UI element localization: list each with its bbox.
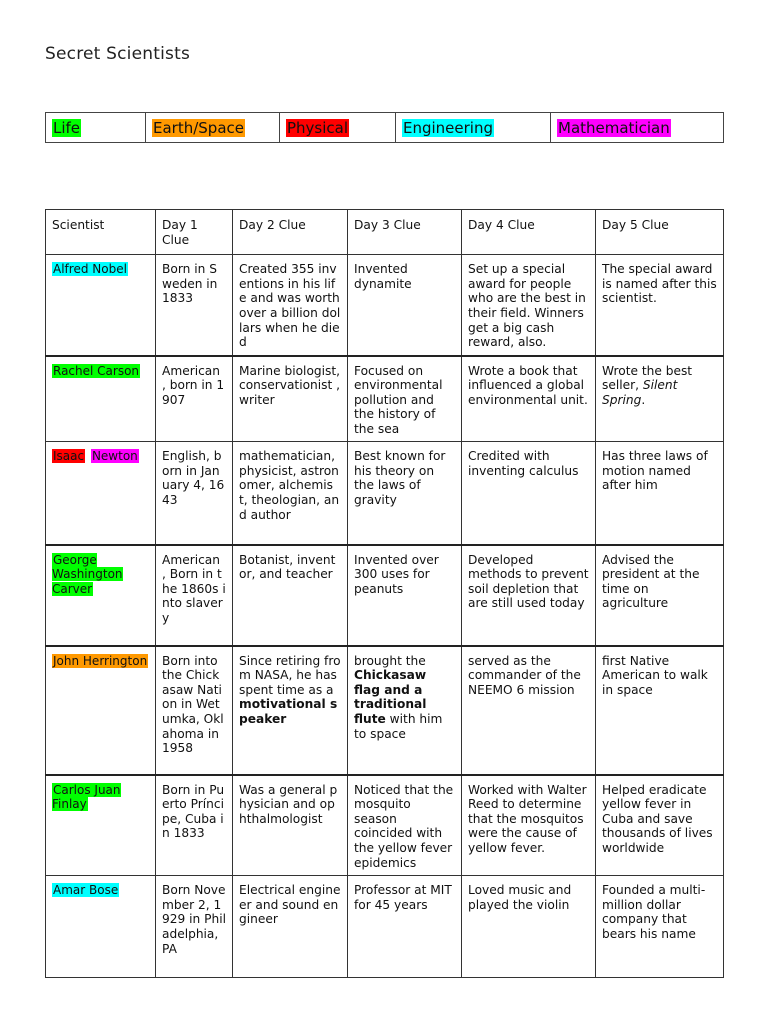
legend-label: Engineering [403,118,493,137]
day3-clue-cell [348,545,462,646]
legend-label: Earth/Space [153,118,244,137]
clues-table [45,209,724,978]
day2-clue-text: Electrical engineer and sound engineer [239,883,341,927]
day5-clue-cell [596,646,724,775]
day1-clue-cell [156,356,233,442]
scientist-name: Newton [91,449,138,464]
day5-clue-text: Has three laws of motion named after him [602,449,708,493]
page-title: Secret Scientists [45,44,191,64]
category-legend [45,112,724,143]
legend-earth-space [146,113,280,143]
day1-clue-text: English, born in January 4, 1643 [162,449,225,507]
legend-label: Physical [287,118,349,137]
header-day2: Day 2 Clue [233,210,348,255]
day1-clue-cell [156,646,233,775]
header-day3: Day 3 Clue [348,210,462,255]
day5-clue-cell [596,255,724,356]
day3-clue-text: with him to space [354,712,443,741]
legend-engineering [396,113,551,143]
day3-clue-text: brought the [354,653,426,668]
day3-clue-text: Chickasaw flag and a traditional flute [354,668,427,727]
day5-clue-cell [596,876,724,978]
day2-clue-text: mathematician, physicist, astronomer, alchemist, theologian, and author [239,449,340,522]
day4-clue-text: served as the commander of the NEEMO 6 mission [468,653,581,697]
table-row [46,775,724,876]
day5-clue-text: Helped eradicate yellow fever in Cuba and save thousands of lives worldwide [602,782,713,856]
day2-clue-cell [233,775,348,876]
day1-clue-text: American , Born in the 1860s into slavery [162,552,226,626]
day1-clue-text: Born in Puerto Príncipe, Cuba in 1833 [162,782,225,841]
legend-mathematician [551,113,724,143]
day4-clue-text: Wrote a book that influenced a global environmental unit. [468,363,588,407]
day4-clue-cell [462,255,596,356]
day1-clue-cell [156,545,233,646]
day5-clue-text: first Native American to walk in space [602,653,708,697]
day4-clue-cell [462,545,596,646]
table-header-row [46,210,724,255]
scientist-cell [46,545,156,646]
day4-clue-cell [462,442,596,545]
scientist-cell [46,775,156,876]
day2-clue-cell [233,255,348,356]
day5-clue-text: . [641,392,646,407]
scientist-cell [46,876,156,978]
scientist-name: Carlos Juan Finlay [52,782,121,812]
day5-clue-cell [596,356,724,442]
day2-clue-cell [233,876,348,978]
day2-clue-cell [233,442,348,545]
day2-clue-text: motivational speaker [239,697,338,727]
scientist-name: Isaac [53,449,85,464]
day5-clue-text: Advised the president at the time on agriculture [602,552,700,611]
header-day1: Day 1 Clue [156,210,233,255]
scientist-cell [46,442,156,545]
day4-clue-text: Developed methods to prevent soil depletion that are still used today [468,552,589,611]
day3-clue-cell [348,255,462,356]
day2-clue-text: Botanist, inventor, and teacher [239,552,336,582]
day2-clue-text: Created 355 inventions in his life and was worth over a billion dollars when he died [239,262,341,350]
day4-clue-cell [462,646,596,775]
day5-clue-cell [596,545,724,646]
day5-clue-cell [596,775,724,876]
table-row [46,876,724,978]
scientist-name: John Herrington [53,653,148,668]
day4-clue-cell [462,876,596,978]
legend-life [46,113,146,143]
day4-clue-text: Credited with inventing calculus [468,449,579,478]
table-row [46,646,724,775]
scientist-name: Alfred Nobel [53,262,127,277]
day2-clue-cell [233,356,348,442]
scientist-name: George Washington Carver [52,552,123,596]
day5-clue-text: Wrote the best seller, [602,363,693,393]
day2-clue-text: Since retiring from NASA, he has spent time as a [239,653,341,697]
scientist-cell [46,646,156,775]
day1-clue-text: Born into the Chickasaw Nation in Wetumka, Oklahoma in 1958 [162,653,224,756]
day4-clue-cell [462,356,596,442]
day3-clue-cell [348,775,462,876]
day3-clue-text: Invented dynamite [354,262,412,291]
day3-clue-cell [348,876,462,978]
day2-clue-cell [233,545,348,646]
header-day5: Day 5 Clue [596,210,724,255]
day1-clue-cell [156,442,233,545]
day3-clue-text: Focused on environmental pollution and the history of the sea [354,363,443,437]
day1-clue-text: Born November 2, 1929 in Philadelphia, PA [162,883,226,956]
legend-physical [280,113,396,143]
table-row [46,356,724,442]
scientist-name: Amar Bose [53,883,119,898]
day1-clue-text: Born in Sweden in 1833 [162,262,218,306]
day5-clue-text: The special award is named after this scientist. [602,262,717,306]
day3-clue-text: Professor at MIT for 45 years [354,883,452,912]
scientist-cell [46,255,156,356]
day4-clue-text: Set up a special award for people who are the best in their field. Winners get a big cash reward, also. [468,262,586,350]
day5-clue-cell [596,442,724,545]
scientist-name: Rachel Carson [53,363,140,378]
day3-clue-text: Noticed that the mosquito season coincided with the yellow fever epidemics [354,782,454,870]
day4-clue-text: Loved music and played the violin [468,883,572,912]
scientist-cell [46,356,156,442]
day2-clue-text: Was a general physician and ophthalmologist [239,782,338,826]
day3-clue-cell [348,646,462,775]
day5-clue-text: Silent Spring [602,378,678,407]
day3-clue-cell [348,356,462,442]
day1-clue-cell [156,775,233,876]
day2-clue-text: Marine biologist, conservationist , writer [239,363,341,407]
day3-clue-text: Best known for his theory on the laws of gravity [354,449,446,507]
header-scientist: Scientist [46,210,156,255]
legend-label: Mathematician [558,118,670,137]
legend-label: Life [53,118,81,137]
day5-clue-text: Founded a multi-million dollar company that bears his name [602,883,706,941]
day3-clue-cell [348,442,462,545]
day4-clue-text: Worked with Walter Reed to determine that the mosquitos were the cause of yellow fever. [468,782,587,856]
header-day4: Day 4 Clue [462,210,596,255]
day1-clue-text: American , born in 1907 [162,363,225,407]
day2-clue-cell [233,646,348,775]
table-row [46,255,724,356]
day1-clue-cell [156,255,233,356]
day4-clue-cell [462,775,596,876]
table-row [46,545,724,646]
table-row [46,442,724,545]
day1-clue-cell [156,876,233,978]
day3-clue-text: Invented over 300 uses for peanuts [354,552,439,596]
